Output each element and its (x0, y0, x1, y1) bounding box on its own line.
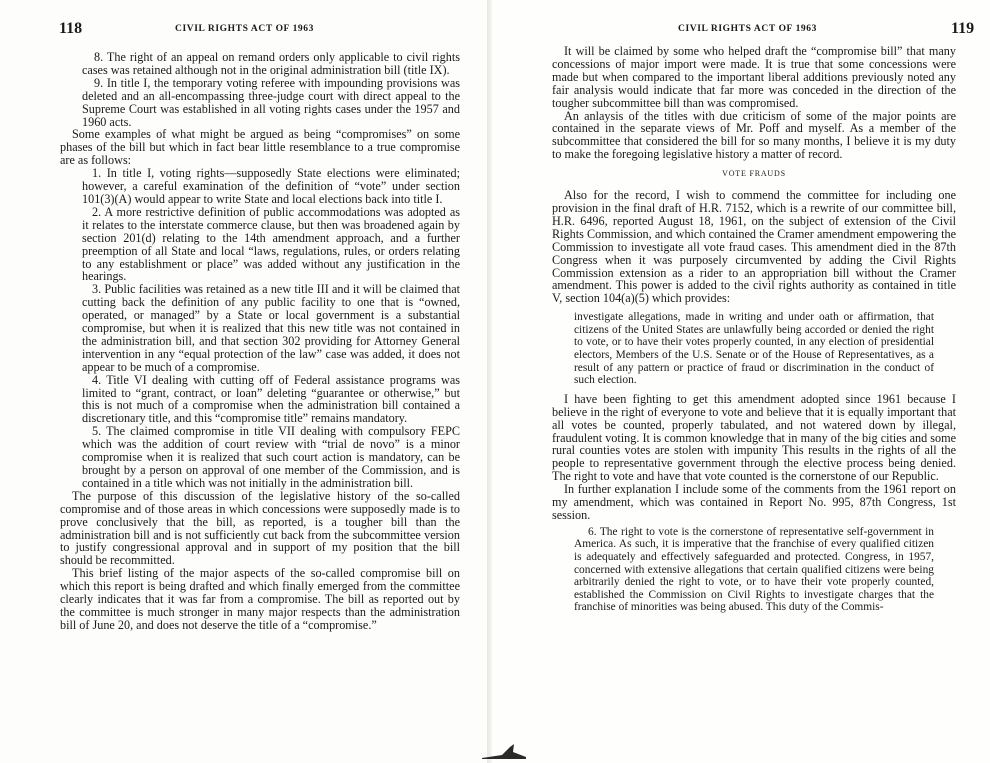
paragraph-item-8: 8. The right of an appeal on remand orders only applicable to civil rights cases was retained although not in the original administration bill (title IX). (82, 50, 460, 77)
paragraph-further-explanation: In further explanation I include some of the comments from the 1961 report on my amendment, which was contained in Report No. 995, 87th Congress, 1st session. (552, 482, 956, 522)
paragraph-claimed-concessions: It will be claimed by some who helped draft the “compromise bill” that many concessions of major import were made. It is true that some concessions were made but when compared to the important liberal additions previously noted any fair analysis would indicate that far more was conceded in the direction of the tougher subcommittee bill than was compromised. (552, 44, 956, 110)
block-quote-report-995: 6. The right to vote is the cornerstone of representative self-government in America. As such, it is imperative that the franchise of every qualified citizen is adequately and effectively safeguarded and protected. Congress, in 1957, concerned with extensive allegations that certain qualified citizens were being arbitrarily denied the right to vote, or to have their vote properly counted, established the Commission on Civil Rights to investigate charges that the franchise of minorities was being abused. This duty of the Commis- (574, 525, 934, 614)
right-page (492, 0, 990, 763)
left-running-head: CIVIL RIGHTS ACT OF 1963 (175, 24, 314, 34)
right-page-number: 119 (951, 20, 975, 37)
left-page-header (0, 20, 487, 40)
section-heading-vote-frauds: VOTE FRAUDS (722, 169, 786, 179)
paragraph-analysis-of-titles: An anlaysis of the titles with due criticism of some of the major points are contained in the separate views of Mr. Poff and myself. As a member of the subcommittee that considered the bill for so many months, I believe it is my duty to make the foregoing legislative history a matter of record. (552, 108, 956, 162)
left-page-number: 118 (59, 20, 83, 37)
paragraph-fighting-amendment: I have been fighting to get this amendment adopted since 1961 because I believe in the right of everyone to vote and believe that it is equally important that all votes be counted, properly tabulated, and not watered down by illegal, fraudulent voting. It is common knowledge that in many of the big cities and some rural counties votes are stolen with impunity This results in the rights of all the people to representative government through the elective process being denied. The right to vote and have that vote counted is the cornerstone of our Republic. (552, 391, 956, 484)
paragraph-example-1: 1. In title I, voting rights—supposedly State elections were eliminated; however, a careful examination of the definition of “vote” under section 101(3)(A) would appear to write State and local elections back into title I. (82, 166, 460, 206)
paragraph-example-5: 5. The claimed compromise in title VII dealing with compulsory FEPC which was the addition of court review with “trial de novo” is a minor compromise when it is realized that such court action is mandatory, can be brought by a person on approval of one member of the Commission, and is contained in a title which was not initially in the administration bill. (82, 424, 460, 490)
paragraph-brief-listing: This brief listing of the major aspects of the so-called compromise bill on which this report is being drafted and which finally emerged from the committee clearly indicates that it was far from a compromise. The bill as reported out by the committee is much stronger in many major respects than the administration bill of June 20, and does not deserve the title of a “compromise.” (60, 566, 460, 632)
block-quote-section-104: investigate allegations, made in writing and under oath or affirmation, that citizens of the United States are unlawfully being accorded or denied the right to vote, or to have their votes properly counted, in any election of presidential electors, Members of the U.S. Senate or of the House of Representatives, as a result of any pattern or practice of fraud or discrimination in the conduct of such election. (574, 311, 934, 387)
right-page-body (552, 45, 956, 614)
paragraph-example-2: 2. A more restrictive definition of public accommodations was adopted as it relates to the interstate commerce clause, but then was broadened again by section 201(d) relating to the 14th amendment approach, and a further preemption of all State and local “laws, regulations, rules, or orders relating to any establishment or place” was added without any justification in the hearings. (82, 204, 460, 284)
left-page (0, 0, 487, 763)
scan-artifact-mark (480, 743, 528, 759)
paragraph-commend-committee: Also for the record, I wish to commend the committee for including one provision in the final draft of H.R. 7152, which is a rewrite of our committee bill, H.R. 6496, reported August 18, 1961, on the subject of extension of the Civil Rights Commission, and which contained the Cramer amendment empowering the Commission to investigate all vote fraud cases. This amendment died in the 87th Congress when it was purposely circumvented by adding the Civil Rights Commission extension as a rider to an appropriation bill without the Cramer amendment. This power is added to the civil rights authority as contained in title V, section 104(a)(5) which provides: (552, 188, 956, 306)
paragraph-example-3: 3. Public facilities was retained as a new title III and it will be claimed that cutting back the definition of any public facility to one that is “owned, operated, or managed” by a State or local government is a substantial compromise, but when it is realized that this new title was not contained in the administration bill, and that section 302 providing for Attorney General intervention in any “equal protection of the law” case was added, it does not appear to be much of a compromise. (82, 282, 460, 374)
right-page-header (492, 20, 990, 40)
left-page-body (60, 51, 460, 632)
paragraph-example-4: 4. Title VI dealing with cutting off of Federal assistance programs was limited to “grant, contract, or loan” deleting “guarantee or otherwise,” but this is not much of a compromise when the administration bill contained a discretionary title, and this “compromise title” remains mandatory. (82, 372, 460, 426)
paragraph-item-9: 9. In title I, the temporary voting referee with impounding provisions was deleted and an all-encompassing three-judge court with direct appeal to the Supreme Court was established in all voting rights cases under the 1957 and 1960 acts. (82, 75, 460, 129)
right-running-head: CIVIL RIGHTS ACT OF 1963 (678, 24, 817, 34)
paragraph-compromise-examples: Some examples of what might be argued as being “compromises” on some phases of the bill but which in fact bear little resemblance to a true compromise are as follows: (60, 127, 460, 168)
paragraph-purpose: The purpose of this discussion of the legislative history of the so-called compromise and of those areas in which concessions were supposedly made is to prove conclusively that the bill, as reported, is a tougher bill than the administration bill and is not sufficiently cut back from the subcommittee version to justify congressional approval and in support of my position that the bill should be recommitted. (60, 488, 460, 568)
